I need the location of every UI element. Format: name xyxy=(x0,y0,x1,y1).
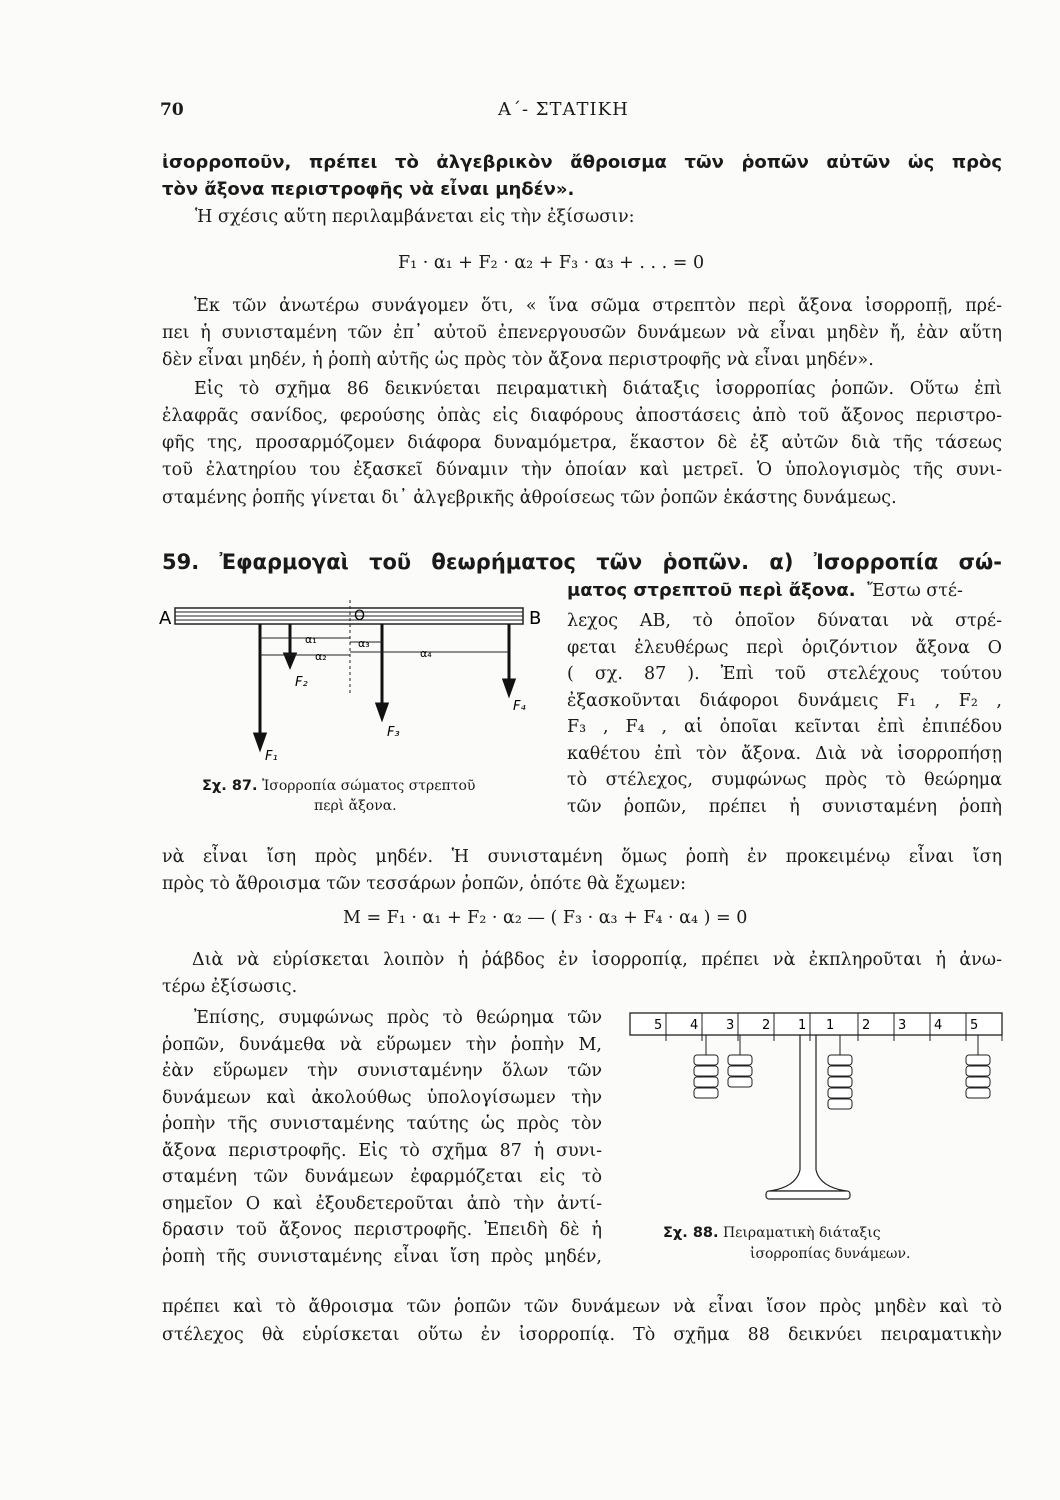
section-right-column xyxy=(567,608,1002,820)
section-heading-line-2 xyxy=(567,580,963,601)
running-title: Α΄- ΣΤΑΤΙΚΗ xyxy=(498,99,629,120)
para5-left-column xyxy=(162,1005,602,1270)
scale-label: 4 xyxy=(934,1018,943,1033)
scale-label: 3 xyxy=(898,1018,907,1033)
label-a: A xyxy=(159,608,172,629)
equation-2: M = F₁ · α₁ + F₂ · α₂ — ( F₃ · α₃ + F₄ · α₄ ) = 0 xyxy=(343,908,748,928)
scale-label: 4 xyxy=(690,1018,699,1033)
weight xyxy=(966,1055,990,1065)
weight xyxy=(828,1099,852,1109)
label-b: B xyxy=(529,608,542,629)
section-heading: 59. Ἐφαρμογαὶ τοῦ θεωρήματος τῶν ῥοπῶν. α) Ἰσορροπία σώ- xyxy=(162,550,1002,574)
para5-line: Ἐπίσης, συμφώνως πρὸς τὸ θεώρημα τῶν xyxy=(194,1008,602,1028)
caption-87-line-2: περὶ ἄξονα. xyxy=(314,798,397,814)
caption-87-number: Σχ. 87. xyxy=(202,778,258,794)
weight xyxy=(966,1088,990,1098)
para5-line: ῥοπὴν τῆς συνισταμένης ταύτης ὡς πρὸς τὸν xyxy=(162,1114,602,1134)
weight xyxy=(694,1088,718,1098)
caption-88-line-2: ἰσορροπίας δυνάμεων. xyxy=(750,1246,911,1262)
weight xyxy=(966,1066,990,1076)
caption-87-line-1: Ἰσορροπία σώματος στρεπτοῦ xyxy=(261,778,476,794)
para5-line: ῥοπῶν, δυνάμεθα νὰ εὕρωμεν τὴν ῥοπὴν Μ, xyxy=(162,1034,602,1055)
caption-88-number: Σχ. 88. xyxy=(663,1225,719,1241)
label-o: O xyxy=(354,608,366,624)
para5-full-line-2: στέλεχος θὰ εὑρίσκεται οὕτω ἐν ἰσορροπίᾳ. Τὸ σχῆμα 88 δεικνύει πειραματικὴν xyxy=(162,1325,1002,1345)
para2-line-1: Ἐκ τῶν ἀνωτέρω συνάγομεν ὅτι, « ἵνα σῶμα στρεπτὸν περὶ ἄξονα ἰσορροπῇ, πρέ- xyxy=(194,296,1002,316)
right-line: F₃ , F₄ , αἱ ὁποῖαι κεῖνται ἐπὶ ἐπιπέδου xyxy=(567,717,1002,737)
scale-label: 5 xyxy=(970,1018,979,1033)
weight xyxy=(828,1066,852,1076)
para2-line-3: δὲν εἶναι μηδέν, ἡ ῥοπὴ αὐτῆς ὡς πρὸς τὸν ἄξονα περιστροφῆς νὰ εἶναι μηδέν». xyxy=(162,350,874,370)
para3-line-2: ἐλαφρᾶς σανίδος, φερούσης ὀπὰς εἰς διαφόρους ἀποστάσεις ἀπὸ τοῦ ἄξονος περιστρο- xyxy=(162,406,1002,426)
weights xyxy=(694,1035,990,1109)
right-line: ( σχ. 87 ). Ἐπὶ τοῦ στελέχους τούτου xyxy=(567,664,1002,684)
para5-full-line-1: πρέπει καὶ τὸ ἄθροισμα τῶν ῥοπῶν τῶν δυνάμεων νὰ εἶναι ἴσον πρὸς μηδὲν καὶ τὸ xyxy=(162,1297,1002,1317)
right-line: τὸ στέλεχος, συμφώνως πρὸς τὸ θεώρημα xyxy=(567,770,1002,790)
section-heading-rest: Ἔστω στέ- xyxy=(867,581,963,601)
weight xyxy=(828,1088,852,1098)
para3-line-3: φῆς της, προσαρμόζομεν διάφορα δυναμόμετρα, ἕκαστον δὲ ἐξ αὐτῶν διὰ τῆς τάσεως xyxy=(162,433,1002,453)
scale-bar-frame xyxy=(630,1013,1002,1035)
figure-88-caption xyxy=(663,1225,881,1241)
para5-line: δρασιν τοῦ ἄξονος περιστροφῆς. Ἐπειδὴ δὲ ἡ xyxy=(162,1220,602,1240)
label-f2: F₂ xyxy=(295,675,308,690)
label-a3: α₃ xyxy=(358,637,370,650)
scale-label: 1 xyxy=(798,1018,807,1033)
page-number: 70 xyxy=(160,100,184,120)
weight xyxy=(694,1055,718,1065)
equation-1: F₁ · α₁ + F₂ · α₂ + F₃ · α₃ + . . . = 0 xyxy=(398,253,705,273)
bold-line-2: τὸν ἄξονα περιστροφῆς νὰ εἶναι μηδέν». xyxy=(162,179,575,200)
para5-line: ἄξονα περιστροφῆς. Εἰς τὸ σχῆμα 87 ἡ συνι- xyxy=(162,1140,602,1161)
weight xyxy=(828,1055,852,1065)
stand-base xyxy=(770,1170,846,1191)
right-line: καθέτου ἐπὶ τὸν ἄξονα. Διὰ νὰ ἰσορροπήσῃ xyxy=(567,743,1002,764)
scale-label: 3 xyxy=(726,1018,735,1033)
section-heading-line-2-bold: ματος στρεπτοῦ περὶ ἄξονα. xyxy=(567,580,856,601)
para3-line-5: σταμένης ῥοπῆς γίνεται δι᾿ ἀλγεβρικῆς ἀθροίσεως τῶν ῥοπῶν ἑκάστης δυνάμεως. xyxy=(162,488,897,508)
weight xyxy=(694,1077,718,1087)
scale-label: 2 xyxy=(862,1018,871,1033)
weight xyxy=(728,1077,752,1087)
para2-line-2: πει ἡ συνισταμένη τῶν ἐπ᾿ αὐτοῦ ἐπενεργουσῶν δυνάμεων νὰ εἶναι μηδὲν ἤ, ἐὰν αὕτη xyxy=(162,323,1002,343)
intro-line: Ἡ σχέσις αὕτη περιλαμβάνεται εἰς τὴν ἐξίσωσιν: xyxy=(195,207,635,227)
label-a4: α₄ xyxy=(420,647,432,660)
right-line: λεχος ΑΒ, τὸ ὁποῖον δύναται νὰ στρέ- xyxy=(567,611,1002,631)
right-line: ἐξασκοῦνται διάφοροι δυνάμεις F₁ , F₂ , xyxy=(567,690,1002,711)
label-f4: F₄ xyxy=(513,699,526,714)
label-a2: α₂ xyxy=(315,650,327,663)
scale-label: 5 xyxy=(654,1018,663,1033)
section-full-line-1: νὰ εἶναι ἴση πρὸς μηδέν. Ἡ συνισταμένη ὅμως ῥοπὴ ἐν προκειμένῳ εἶναι ἴση xyxy=(162,847,1002,867)
bold-line-1: ἰσορροποῦν, πρέπει τὸ ἀλγεβρικὸν ἄθροισμα τῶν ῥοπῶν αὐτῶν ὡς πρὸς xyxy=(162,152,1002,173)
scale-label: 2 xyxy=(762,1018,771,1033)
label-a1: α₁ xyxy=(305,633,317,646)
para5-line: σταμένη τῶν δυνάμεων ἐφαρμόζεται εἰς τὸ xyxy=(162,1167,602,1187)
weight xyxy=(694,1066,718,1076)
weight xyxy=(728,1055,752,1065)
para3-line-1: Εἰς τὸ σχῆμα 86 δεικνύεται πειραματικὴ διάταξις ἰσορροπίας ῥοπῶν. Οὕτω ἐπὶ xyxy=(194,379,1002,399)
figure-87-caption xyxy=(202,778,475,794)
weight xyxy=(728,1066,752,1076)
figure-87-diagram xyxy=(155,600,550,775)
label-f3: F₃ xyxy=(387,725,400,740)
para4-line-2: τέρω ἐξίσωσις. xyxy=(162,977,298,997)
weight xyxy=(828,1077,852,1087)
figure-88-diagram xyxy=(620,1005,1005,1210)
label-f1: F₁ xyxy=(265,749,278,764)
para5-line: ῥοπὴ τῆς συνισταμένης εἶναι ἴση πρὸς μηδέν, xyxy=(162,1246,602,1267)
para5-line: δυνάμεων καὶ ἀκολούθως ὑπολογίσωμεν τὴν xyxy=(162,1087,602,1108)
scale-label: 1 xyxy=(826,1018,835,1033)
right-line: φεται ἐλευθέρως περὶ ὁριζόντιον ἄξονα Ο xyxy=(567,637,1002,658)
caption-88-line-1: Πειραματικὴ διάταξις xyxy=(722,1225,881,1241)
para3-line-4: τοῦ ἐλατηρίου του ἐξασκεῖ δύναμιν τὴν ὁποίαν καὶ μετρεῖ. Ὁ ὑπολογισμὸς τῆς συνι- xyxy=(162,460,1002,480)
para4-line-1: Διὰ νὰ εὑρίσκεται λοιπὸν ἡ ῥάβδος ἐν ἰσορροπίᾳ, πρέπει νὰ ἐκπληροῦται ἡ ἀνω- xyxy=(192,950,1002,970)
para5-line: σημεῖον Ο καὶ ἐξουδετεροῦται ἀπὸ τὴν ἀντί- xyxy=(162,1193,602,1214)
weight xyxy=(966,1077,990,1087)
para5-line: ἐὰν εὕρωμεν τὴν συνισταμένην ὅλων τῶν xyxy=(162,1061,602,1081)
right-line: τῶν ῥοπῶν, πρέπει ἡ συνισταμένη ῥοπὴ xyxy=(567,796,1002,817)
section-full-line-2: πρὸς τὸ ἄθροισμα τῶν τεσσάρων ῥοπῶν, ὁπότε θὰ ἔχωμεν: xyxy=(162,874,686,894)
